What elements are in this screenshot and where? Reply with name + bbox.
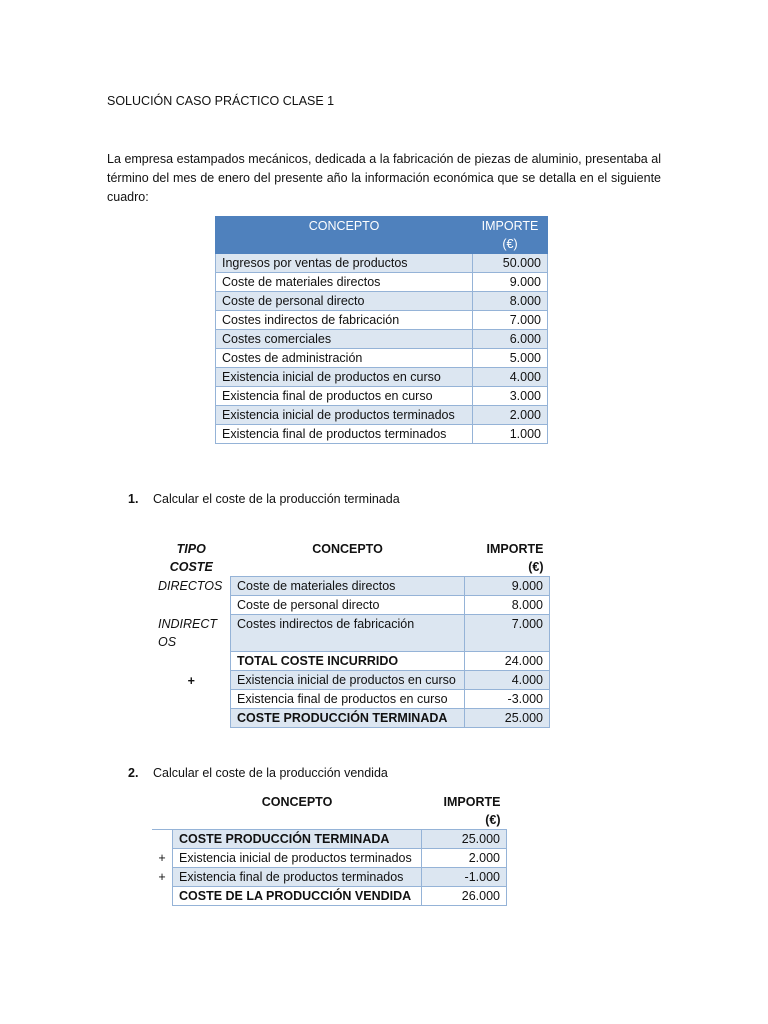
- table-row: [216, 349, 548, 368]
- header-amount: IMPORTE (€): [486, 542, 544, 574]
- document-title: SOLUCIÓN CASO PRÁCTICO CLASE 1: [107, 94, 335, 108]
- row-concept: Coste de materiales directos: [231, 577, 465, 596]
- row-sign: +: [158, 869, 166, 884]
- intro-paragraph: La empresa estampados mecánicos, dedicada a la fabricación de piezas de aluminio, presentaba al término del mes de enero del presente año la información económica que se detalla en el siguiente cuadro:: [107, 152, 661, 204]
- row-concept: Costes indirectos de fabricación: [231, 615, 465, 652]
- row-amount: 2.000: [422, 849, 507, 868]
- row-amount: -3.000: [465, 690, 550, 709]
- table-row: [216, 311, 548, 330]
- row-type: [152, 652, 231, 671]
- table-row: [152, 615, 550, 652]
- row-amount: 8.000: [465, 596, 550, 615]
- row-concept: Existencia final de productos terminados: [173, 868, 422, 887]
- section-heading-1: [128, 492, 400, 506]
- header-amount: IMPORTE (€): [422, 793, 507, 830]
- row-concept: Existencia inicial de productos en curso: [216, 368, 473, 387]
- row-concept: Costes indirectos de fabricación: [216, 311, 473, 330]
- row-concept: Existencia inicial de productos en curso: [231, 671, 465, 690]
- table-row: [216, 406, 548, 425]
- header-type: TIPO COSTE: [169, 542, 213, 574]
- row-concept: Existencia final de productos en curso: [216, 387, 473, 406]
- row-concept: Ingresos por ventas de productos: [216, 254, 473, 273]
- table-row: [216, 292, 548, 311]
- table-row: [152, 830, 507, 849]
- row-concept: TOTAL COSTE INCURRIDO: [231, 652, 465, 671]
- header-concept: CONCEPTO: [173, 793, 422, 830]
- row-type: [152, 596, 231, 615]
- row-type: INDIRECTOS: [158, 616, 218, 649]
- data-table: [215, 216, 548, 444]
- header-concept: CONCEPTO: [312, 542, 383, 556]
- table-row: [216, 387, 548, 406]
- row-concept: Costes comerciales: [216, 330, 473, 349]
- row-amount: 3.000: [473, 387, 548, 406]
- row-amount: 9.000: [473, 273, 548, 292]
- row-concept: COSTE PRODUCCIÓN TERMINADA: [173, 830, 422, 849]
- production-cost-table: [152, 538, 550, 728]
- row-sign: +: [187, 673, 195, 688]
- row-sign: [152, 887, 173, 906]
- section-heading-2: [128, 766, 388, 780]
- row-amount: 25.000: [465, 709, 550, 728]
- table-row: [152, 887, 507, 906]
- row-amount: 7.000: [473, 311, 548, 330]
- table-row: [152, 577, 550, 596]
- row-concept: Existencia final de productos en curso: [231, 690, 465, 709]
- row-amount: 24.000: [465, 652, 550, 671]
- row-amount: 9.000: [465, 577, 550, 596]
- table-row: [152, 596, 550, 615]
- table-row: [152, 652, 550, 671]
- row-sign: +: [158, 850, 166, 865]
- sales-cost-table: [152, 793, 507, 906]
- row-type: [152, 690, 231, 709]
- row-concept: Coste de personal directo: [231, 596, 465, 615]
- row-concept: Coste de personal directo: [216, 292, 473, 311]
- row-amount: -1.000: [422, 868, 507, 887]
- row-amount: 7.000: [465, 615, 550, 652]
- section-text: Calcular el coste de la producción terminada: [153, 492, 400, 506]
- row-amount: 5.000: [473, 349, 548, 368]
- row-amount: 6.000: [473, 330, 548, 349]
- header-sign: [152, 793, 173, 830]
- row-type: DIRECTOS: [158, 578, 223, 593]
- section-number: 1.: [128, 492, 139, 506]
- table-row: [216, 368, 548, 387]
- table-row: [152, 671, 550, 690]
- row-amount: 50.000: [473, 254, 548, 273]
- row-amount: 1.000: [473, 425, 548, 444]
- row-amount: 4.000: [465, 671, 550, 690]
- table-row: [216, 254, 548, 273]
- row-concept: Coste de materiales directos: [216, 273, 473, 292]
- row-concept: Costes de administración: [216, 349, 473, 368]
- section-number: 2.: [128, 766, 139, 780]
- row-amount: 2.000: [473, 406, 548, 425]
- table-row: [152, 868, 507, 887]
- header-amount: IMPORTE (€): [473, 217, 548, 254]
- row-type: [152, 709, 231, 728]
- row-sign: [152, 830, 173, 849]
- row-amount: 8.000: [473, 292, 548, 311]
- table-row: [152, 709, 550, 728]
- row-amount: 4.000: [473, 368, 548, 387]
- table-row: [152, 690, 550, 709]
- table-row: [152, 849, 507, 868]
- table-row: [216, 425, 548, 444]
- row-concept: COSTE PRODUCCIÓN TERMINADA: [231, 709, 465, 728]
- header-concept: CONCEPTO: [216, 217, 473, 254]
- row-concept: Existencia final de productos terminados: [216, 425, 473, 444]
- table-row: [216, 330, 548, 349]
- row-concept: Existencia inicial de productos terminados: [216, 406, 473, 425]
- row-concept: Existencia inicial de productos terminados: [173, 849, 422, 868]
- row-amount: 25.000: [422, 830, 507, 849]
- row-amount: 26.000: [422, 887, 507, 906]
- table-row: [216, 273, 548, 292]
- section-text: Calcular el coste de la producción vendida: [153, 766, 388, 780]
- row-concept: COSTE DE LA PRODUCCIÓN VENDIDA: [173, 887, 422, 906]
